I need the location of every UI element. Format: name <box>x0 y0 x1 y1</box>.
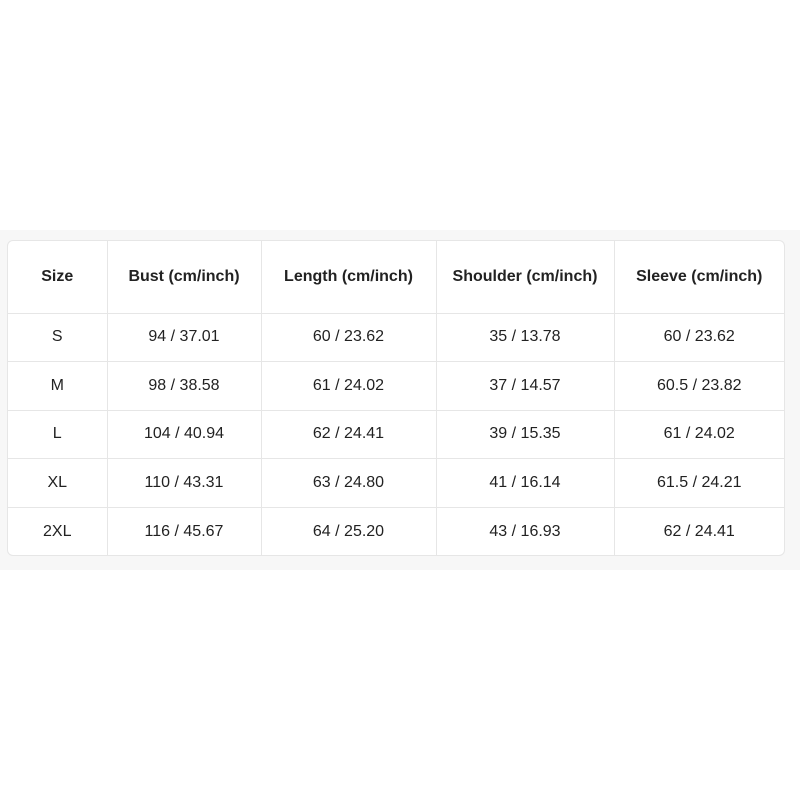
table-row <box>8 410 784 459</box>
table-row <box>8 507 784 556</box>
cell-length: 63 / 24.80 <box>261 459 436 508</box>
header-shoulder: Shoulder (cm/inch) <box>436 241 614 313</box>
cell-bust: 98 / 38.58 <box>107 362 261 411</box>
cell-length: 64 / 25.20 <box>261 507 436 556</box>
header-length: Length (cm/inch) <box>261 241 436 313</box>
size-chart-card <box>7 240 785 556</box>
cell-size: L <box>8 410 107 459</box>
cell-shoulder: 41 / 16.14 <box>436 459 614 508</box>
cell-size: 2XL <box>8 507 107 556</box>
cell-sleeve: 60 / 23.62 <box>614 313 784 362</box>
cell-length: 62 / 24.41 <box>261 410 436 459</box>
header-sleeve: Sleeve (cm/inch) <box>614 241 784 313</box>
cell-length: 60 / 23.62 <box>261 313 436 362</box>
cell-shoulder: 43 / 16.93 <box>436 507 614 556</box>
header-size: Size <box>8 241 107 313</box>
cell-size: M <box>8 362 107 411</box>
cell-shoulder: 39 / 15.35 <box>436 410 614 459</box>
table-row <box>8 459 784 508</box>
cell-bust: 110 / 43.31 <box>107 459 261 508</box>
cell-shoulder: 35 / 13.78 <box>436 313 614 362</box>
cell-sleeve: 61 / 24.02 <box>614 410 784 459</box>
cell-length: 61 / 24.02 <box>261 362 436 411</box>
cell-size: XL <box>8 459 107 508</box>
header-row <box>8 241 784 313</box>
cell-bust: 94 / 37.01 <box>107 313 261 362</box>
table-row <box>8 313 784 362</box>
size-chart-table <box>8 241 784 556</box>
cell-sleeve: 62 / 24.41 <box>663 522 735 540</box>
cell-sleeve: 60.5 / 23.82 <box>614 362 784 411</box>
cell-shoulder: 37 / 14.57 <box>436 362 614 411</box>
header-bust: Bust (cm/inch) <box>107 241 261 313</box>
cell-bust: 104 / 40.94 <box>107 410 261 459</box>
table-row <box>8 362 784 411</box>
cell-bust: 116 / 45.67 <box>107 507 261 556</box>
cell-sleeve: 61.5 / 24.21 <box>614 459 784 508</box>
cell-size: S <box>8 313 107 362</box>
